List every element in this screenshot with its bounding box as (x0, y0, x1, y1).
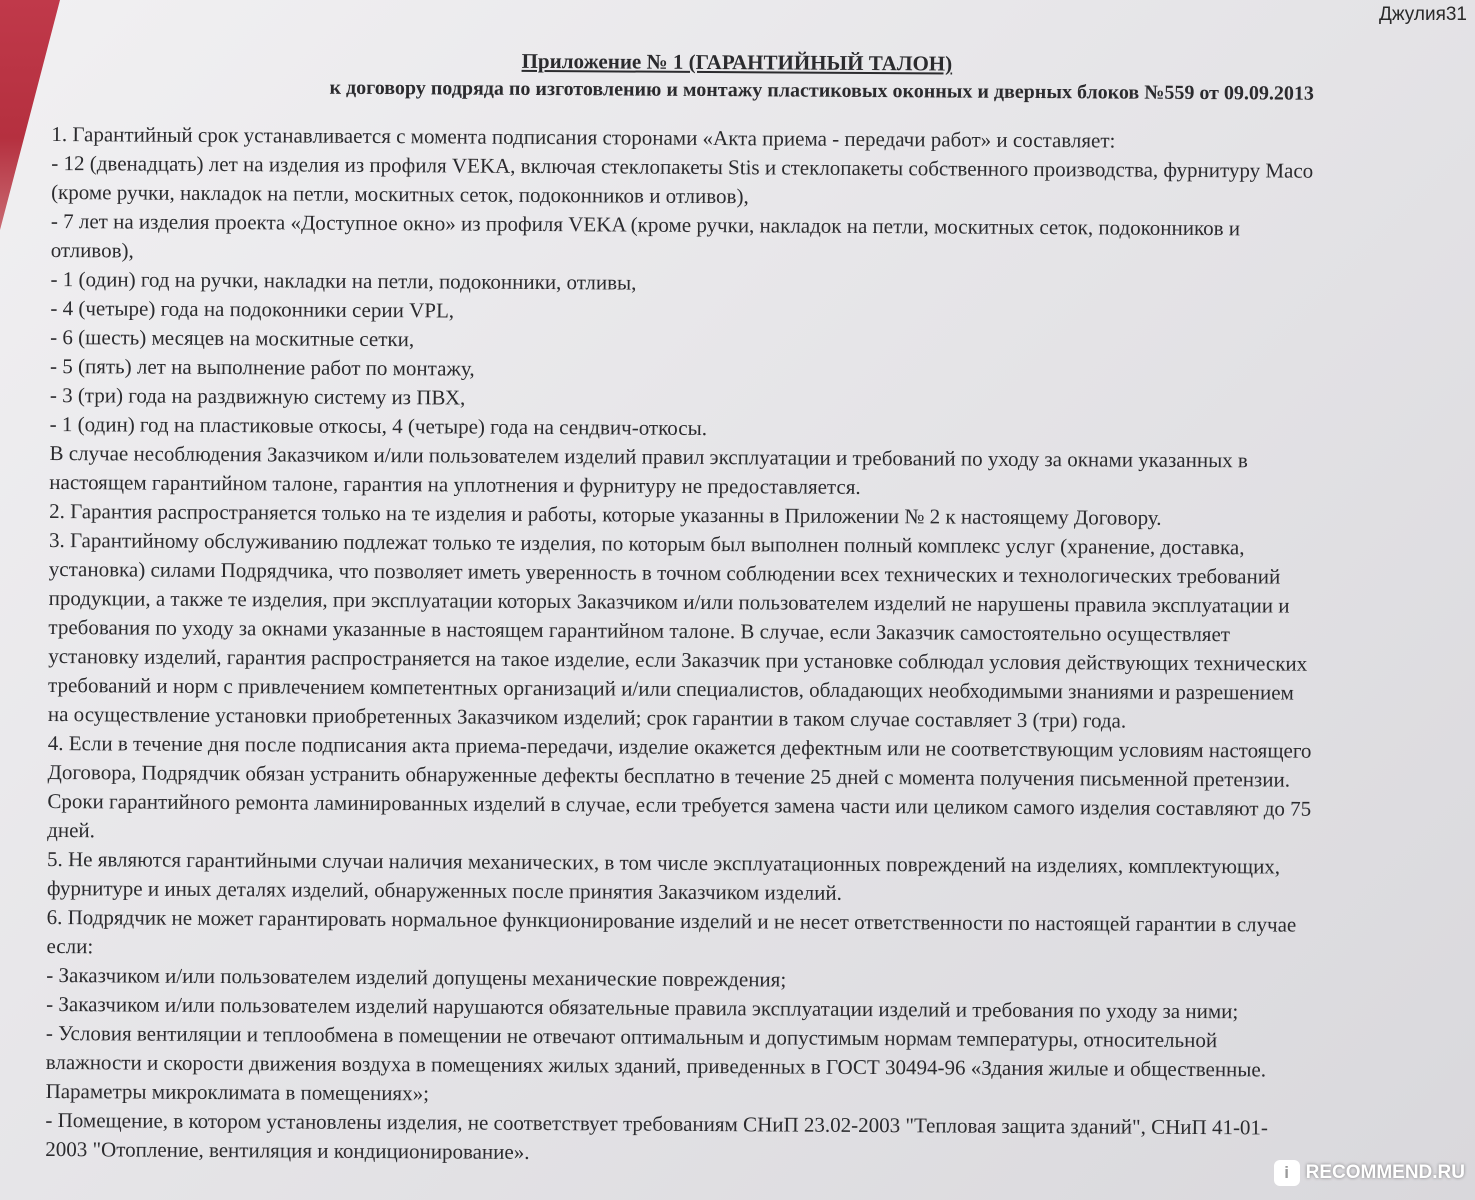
text-line: (кроме ручки, накладок на петли, москитных сеток, подоконников и отливов), (51, 179, 749, 209)
text-line: - 12 (двенадцать) лет на изделия из профиля VEKA, включая стеклопакеты Stis и стеклопакеты собственного производства, фурнитуру Maco (51, 150, 1314, 183)
watermark-text: RECOMMEND.RU (1305, 1162, 1465, 1183)
text-line: - 6 (шесть) месяцев на москитные сетки, (50, 324, 415, 352)
text-line: В случае несоблюдения Заказчиком и/или пользователем изделий правил эксплуатации и требований по уходу за окнами указанных в (49, 440, 1248, 473)
text-line: на осуществление установки приобретенных Заказчиком изделий; срок гарантии в таком случае составляет 3 (три) года. (47, 701, 1127, 733)
text-line: - 1 (один) год на ручки, накладки на петли, подоконники, отливы, (50, 266, 637, 295)
document-title: Приложение № 1 (ГАРАНТИЙНЫЙ ТАЛОН) (521, 48, 953, 76)
author-username: Джулия31 (1379, 4, 1467, 25)
text-line: 6. Подрядчик не может гарантировать нормальное функционирование изделий и не несет ответственности по настоящей гарантии в случае (46, 904, 1297, 937)
text-line: 2. Гарантия распространяется только на те изделия и работы, которые указанны в Приложении № 2 к настоящему Договору. (49, 498, 1162, 530)
text-line: - 1 (один) год на пластиковые откосы, 4 (четыре) года на сендвич-откосы. (49, 411, 708, 441)
text-line: 5. Не являются гарантийными случаи наличия механических, в том числе эксплуатационных повреждений на изделиях, комплектующих, (46, 846, 1281, 879)
text-line: требований и норм с привлечением компетентных организаций и/или специалистов, обладающих необходимыми знаниями и разрешением (48, 672, 1294, 705)
text-line: - 5 (пять) лет на выполнение работ по монтажу, (49, 353, 475, 381)
text-line: настоящем гарантийном талоне, гарантия на уплотнения и фурнитуру не предоставляется. (49, 469, 861, 499)
document-content (45, 46, 1472, 1173)
text-line: 3. Гарантийному обслуживанию подлежат только те изделия, по которым был выполнен полный комплекс услуг (хранение, доставка, (48, 527, 1245, 560)
text-line: Параметры микроклимата в помещениях»; (45, 1078, 430, 1106)
text-line: установку изделий, гарантия распространяется на такое изделие, если Заказчик при установке соблюдал условия действующих технических (48, 643, 1308, 676)
document-subtitle: к договору подряда по изготовлению и монтажу пластиковых оконных и дверных блоков №559 от 09.09.2013 (329, 76, 1314, 105)
text-line: дней. (47, 817, 96, 843)
text-line: - Условия вентиляции и теплообмена в помещении не отвечают оптимальным и допустимым нормам температуры, относительной (45, 1020, 1218, 1053)
text-line: - 3 (три) года на раздвижную систему из ПВХ, (49, 382, 466, 410)
text-line: - Заказчиком и/или пользователем изделий нарушаются обязательные правила эксплуатации изделий и требования по уходу за ними; (46, 991, 1239, 1024)
text-line: 1. Гарантийный срок устанавливается с момента подписания сторонами «Акта приема - передачи работ» и составляет: (51, 121, 1116, 153)
recommend-watermark (1274, 1160, 1465, 1186)
text-line: влажности и скорости движения воздуха в помещениях жилых зданий, приведенных в ГОСТ 30494-96 «Здания жилые и общественные. (45, 1049, 1267, 1082)
text-line: 2003 "Отопление, вентиляция и кондиционирование». (45, 1136, 530, 1164)
text-line: установка) силами Подрядчика, что позволяет иметь уверенность в точном соблюдении всех технических и технологических требований (48, 556, 1281, 589)
recommend-logo-icon: i (1274, 1160, 1300, 1186)
text-line: фурнитуре и иных деталях изделий, обнаруженных после принятия Заказчиком изделий. (46, 875, 842, 905)
text-line: если: (46, 933, 94, 959)
text-line: Сроки гарантийного ремонта ламинированных изделий в случае, если требуется замена части или целиком самого изделия составляют до 75 (47, 788, 1312, 821)
document-body (45, 120, 1471, 1173)
text-line: - 7 лет на изделия проекта «Доступное окно» из профиля VEKA (кроме ручки, накладок на петли, москитных сеток, подоконников и (50, 208, 1241, 241)
text-line: продукции, а также те изделия, при эксплуатации которых Заказчиком и/или пользователем изделий не нарушены правила эксплуатации и (48, 585, 1290, 618)
text-line: - Помещение, в котором установлены изделия, не соответствует требованиям СНиП 23.02-2003 "Тепловая защита зданий", СНиП 41-01- (45, 1107, 1269, 1140)
text-line: - Заказчиком и/или пользователем изделий допущены механические повреждения; (46, 962, 787, 992)
text-line: требования по уходу за окнами указанные в настоящем гарантийном талоне. В случае, если Заказчик самостоятельно осуществляет (48, 614, 1231, 647)
text-line: - 4 (четыре) года на подоконники серии VPL, (50, 295, 455, 323)
text-line: 4. Если в течение дня после подписания акта приема-передачи, изделие окажется дефектным или не соответствующим условиям настоящего (47, 730, 1312, 763)
text-line: Договора, Подрядчик обязан устранить обнаруженные дефекты бесплатно в течение 25 дней с момента получения письменной претензии. (47, 759, 1291, 792)
text-line: отливов), (50, 237, 134, 263)
